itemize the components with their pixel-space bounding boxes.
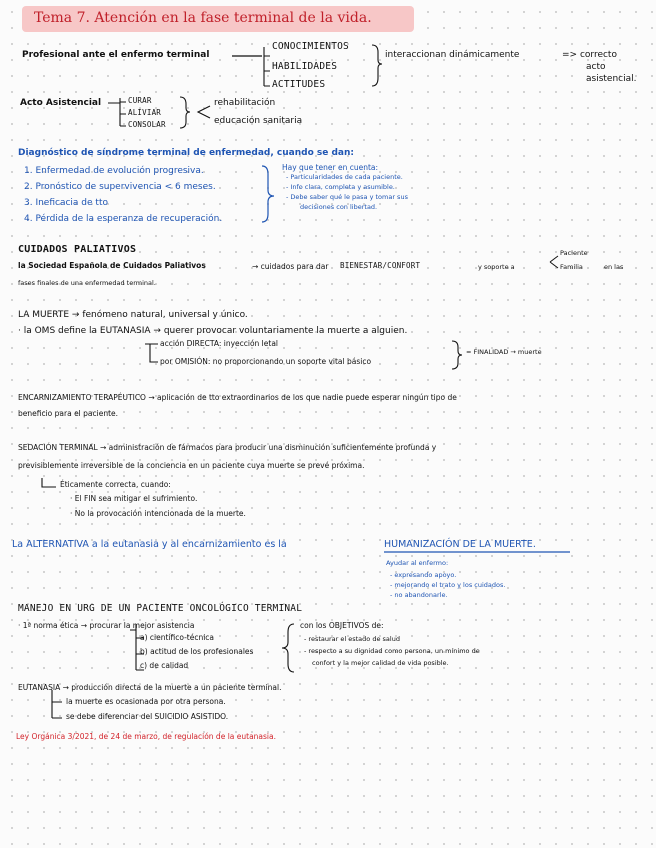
sedacion-bullet-2: · No la provocación intencionada de la muerte. [70,509,246,518]
profesional-label: Profesional ante el enfermo terminal [22,50,210,60]
eutanasia-line-1: EUTANASIA → producción directa de la muerte a un paciente terminal. [18,683,282,692]
sedacion-line-3: Éticamente correcta, cuando: [60,480,171,489]
cuidados-text-a: → cuidados para dar [252,262,329,271]
diagnostico-heading: Diagnóstico de síndrome terminal de enfermedad, cuando se dan: [18,148,355,158]
ley-organica: Ley Orgánica 3/2021, de 24 de marzo, de regulación de la eutanasia. [16,732,276,741]
manejo-obj-1: - restaurar el estado de salud [304,635,400,643]
alternativa-help-1: - expresando apoyo. [390,571,457,579]
profesional-result-c: acto [586,62,606,72]
muerte-line-2: · la OMS define la EUTANASIA → querer provocar voluntariamente la muerte a alguien. [18,326,408,336]
profesional-item-conocimientos: CONOCIMIENTOS [272,41,349,52]
cuidados-text-c: en las [604,263,624,271]
encarnizamiento-line-1: ENCARNIZAMIENTO TERAPÉUTICO → aplicación de tto extraordinarios de los que nadie puede esperar ningún tipo de [18,393,457,402]
profesional-item-habilidades: HABILIDADES [272,61,338,72]
cuidados-branch-paciente: Paciente [560,249,588,257]
profesional-result-b: => correcto [562,50,617,60]
manejo-sub-b: b) actitud de los profesionales [140,647,254,656]
page-title: Tema 7. Atención en la fase terminal de la vida. [34,10,372,26]
muerte-directa: acción DIRECTA: inyección letal [160,339,279,348]
alternativa-help-heading: Ayudar al enfermo: [386,559,449,567]
profesional-result-a: interaccionan dinámicamente [385,50,520,60]
acto-item-aliviar: ALIVIAR [128,108,162,117]
sedacion-bullet-1: · El FIN sea mitigar el sufrimiento. [70,494,198,503]
diagnostico-note-3: - Debe saber qué le pasa y tomar sus [286,193,408,201]
profesional-result-d: asistencial. [586,74,637,84]
acto-result-a: rehabilitación [214,98,276,108]
acto-item-curar: CURAR [128,96,152,105]
manejo-sub-a: a) científico-técnica [140,633,215,642]
diagnostico-item-4: 4. Pérdida de la esperanza de recuperación. [24,214,223,224]
manejo-obj-3: confort y la mejor calidad de vida posible. [312,659,449,667]
manejo-heading: MANEJO EN URG DE UN PACIENTE ONCOLÓGICO TERMINAL [18,603,303,614]
diagnostico-note-2: - Info clara, completa y asumible. [286,183,395,191]
diagnostico-note-4: decisiones con libertad. [300,203,378,211]
encarnizamiento-line-2: beneficio para el paciente. [18,409,119,418]
muerte-line-1: LA MUERTE → fenómeno natural, universal y único. [18,310,248,320]
manejo-norma: · 1ª norma ética → procurar la mejor asistencia [18,621,195,630]
acto-item-consolar: CONSOLAR [128,120,166,129]
muerte-finalidad: = FINALIDAD → muerte [466,348,542,356]
diagnostico-item-2: 2. Pronóstico de supervivencia < 6 meses. [24,182,216,192]
acto-label: Acto Asistencial [20,98,102,108]
diagnostico-item-1: 1. Enfermedad de evolución progresiva. [24,166,204,176]
cuidados-sociedad: la Sociedad Española de Cuidados Paliativos [18,261,206,270]
manejo-obj-2: - respecto a su dignidad como persona, un mínimo de [304,647,480,655]
alternativa-line: La ALTERNATIVA a la eutanasia y al encarnizamiento es la [12,539,287,550]
eutanasia-line-3: se debe diferenciar del SUICIDIO ASISTIDO. [66,712,229,721]
cuidados-branch-familia: Familia [560,263,583,271]
manejo-sub-c: c) de calidad [140,661,189,670]
cuidados-line-2: fases finales de una enfermedad terminal. [18,279,156,287]
sedacion-line-1: SEDACIÓN TERMINAL → administración de fármacos para producir una disminución suficientemente profunda y [18,443,437,452]
eutanasia-line-2: la muerte es ocasionada por otra persona. [66,697,226,706]
diagnostico-note-1: - Particularidades de cada paciente. [286,173,403,181]
cuidados-bienestar: BIENESTAR/CONFORT [340,261,421,270]
sedacion-line-2: previsiblemente irreversible de la conciencia en un paciente cuya muerte se prevé próxima. [18,461,365,470]
diagnostico-item-3: 3. Ineficacia de tto [24,198,108,208]
acto-result-b: educación sanitaria [214,116,303,126]
manejo-obj-heading: con los OBJETIVOS de: [300,621,384,630]
profesional-item-actitudes: ACTITUDES [272,79,326,90]
alternativa-help-2: - mejorando el trato y los cuidados. [390,581,506,589]
alternativa-help-3: - no abandonarle. [390,591,448,599]
diagnostico-note-heading: Hay que tener en cuenta: [282,163,379,172]
alternativa-highlight: HUMANIZACIÓN DE LA MUERTE. [384,539,536,550]
cuidados-text-b: y soporte a [478,263,515,271]
cuidados-heading: CUIDADOS PALIATIVOS [18,244,137,255]
muerte-omision: por OMISIÓN: no proporcionando un soporte vital básico [160,357,372,366]
